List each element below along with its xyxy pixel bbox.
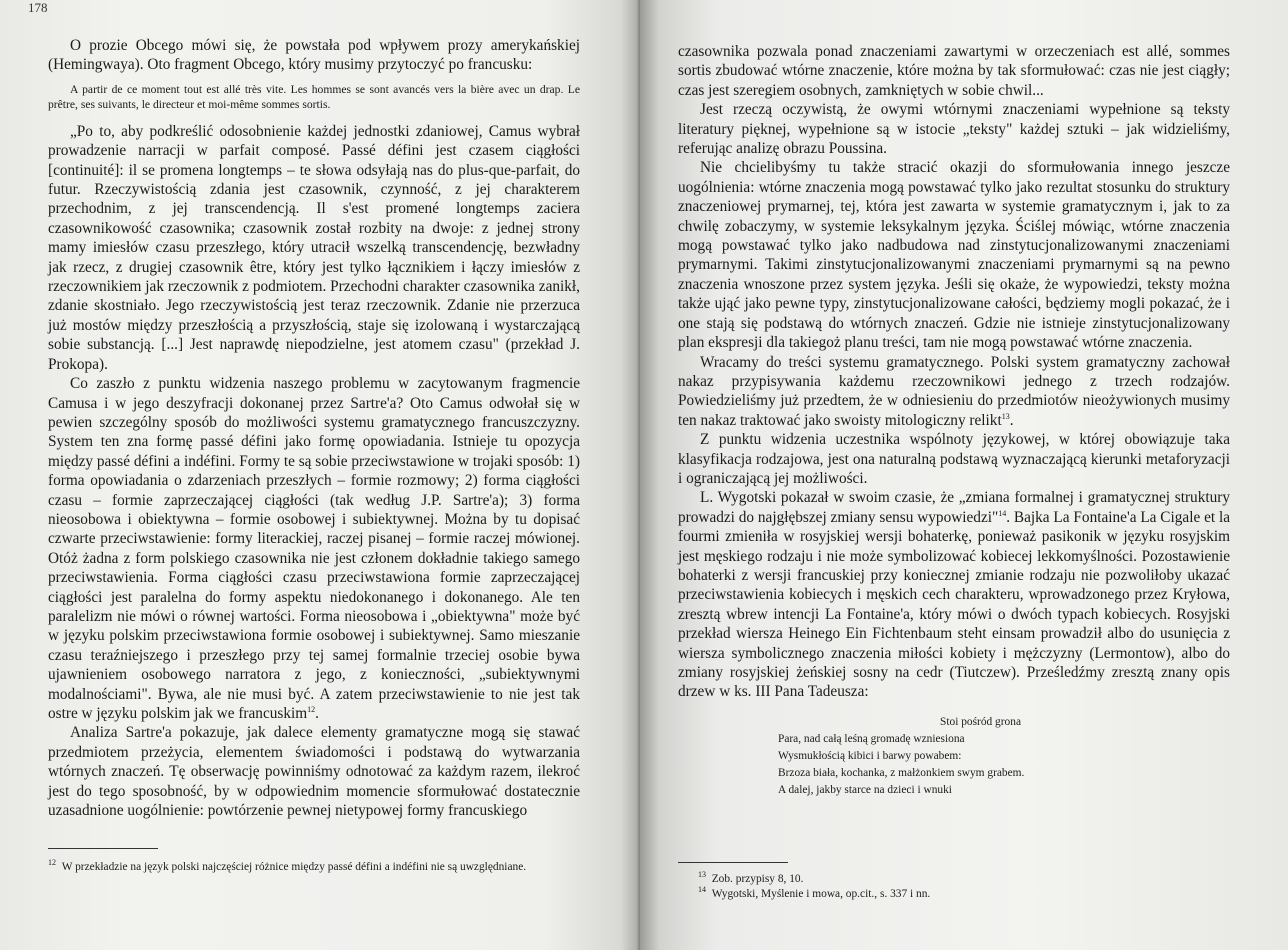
footnote-ref: 13 — [1001, 411, 1010, 421]
paragraph-generalization: Nie chcielibyśmy tu także stracić okazji do sformułowania innego jeszcze uogólnienia: wtórne znaczenia mogą powstawać tylko jako rezultat stosunku do struktury znaczeniowej prymarnej, tej, która jest zawarta w systemie gramatycznym i, jak to za chwilę zobaczymy, w systemie leksykalnym języka. Ściślej mówiąc, wtórne znaczenia mogą powstawać tylko jako nadbudowa nad zinstytucjonalizowanymi znaczeniami prymarnymi. Takimi zinstytucjonalizowanymi znaczeniami prymarnymi są na pewno znaczenia wnoszone przez system języka. Jeśli się okaże, że wypowiedzi, teksty można także ująć jako pewne typy, zinstytucjonalizowane całości, będziemy mogli pokazać, że i one stają się podstawą do wtórnych znaczeń. Gdzie nie istnieje zinstytucjonalizowany plan ekspresji dla takiegoż planu treści, tam nie mogą powstawać wtórne znaczenia. — [678, 159, 1230, 352]
footnote-text: W przekładzie na język polski najczęściej różnice między passé défini a indéfini nie są uwzględniane. — [61, 861, 527, 873]
paragraph-analysis: Co zaszło z punktu widzenia naszego problemu w zacytowanym fragmencie Camusa i w jego deszyfracji dokonanej przez Sartre'a? Oto Camus odwołał się w pewien szczególny sposób do możliwości systemu gramatycznego francuszczyzny. System ten zna formę passé défini jako formę opowiadania. Istnieje tu opozycja między passé défini a indéfini. Formy te są sobie przeciwstawione w trojaki sposób: 1) forma opowiadania o zdarzeniach przeszłych – formie rozmowy; 2) forma ciągłości czasu – formie zaprzeczającej ciągłości (tak według J.P. Sartre'a); 3) forma nieosobowa i obiektywna – formie osobowej i subiektywnej. Można by tu dopisać czwarte przeciwstawienie: formy literackiej, raczej pisanej – formie raczej mówionej. Otóż żadna z form polskiego czasownika nie jest członem dokładnie takiego samego przeciwstawienia. Forma ciągłości czasu przeciwstawiona formie zaprzeczającej ciągłości jest paralelna do formy aspektu niedokonanego i dokonanego. Ale ten paralelizm nie mówi o równej wartości. Forma nieosobowa i „obiektywna" może być w języku polskim przeciwstawiona formie osobowej i subiektywnej. Samo mieszanie czasu teraźniejszego i przeszłego przy tej samej formalnie trzeciej osobie bywa ujawnieniem osobowego narratora z jego, z konieczności, „subiektywnymi modalnościami". Bywa, ale nie musi być. A zatem przeciwstawienie to nie jest tak ostre w języku polskim jak we francuskim$^{12}$. — [48, 375, 580, 722]
paragraph-wygotski — [678, 488, 1230, 701]
paragraph-conclusion: Analiza Sartre'a pokazuje, jak dalece elementy gramatyczne mogą się stawać przedmiotem przeżycia, elementem świadomości i podstawą do wytwarzania wtórnych znaczeń. Tę obserwację powinniśmy odnotować za każdym razem, ilekroć jest do tego sposobność, by w odpowiednim momencie sformułować dostatecznie uzasadnione uogólnienie: powtórzenie pewnej nietypowej formy francuskiego — [48, 724, 580, 820]
poem-line: Stoi pośród grona — [940, 715, 1021, 728]
footnote-ref: 12 — [307, 704, 316, 714]
paragraph-classification: Z punktu widzenia uczestnika wspólnoty językowej, w której obowiązuje taka klasyfikacja rodzajowa, jest ona naturalną podstawą wyznaczającą kierunki metaforyzacji i ograniczającą jej możliwości. — [678, 431, 1230, 487]
intro-text: O prozie Obcego mówi się, że powstała pod wpływem prozy amerykańskiej (Hemingwaya). Oto fragment Obcego, który musimy przytoczyć po francusku: — [48, 37, 580, 74]
footnote-separator — [678, 862, 788, 863]
page-number: 178 — [28, 0, 48, 15]
paragraph-continued: czasownika pozwala ponad znaczeniami zawartymi w orzeczeniach est allé, sommes sortis zbudować wtórne znaczenie, które można by tak sformułować: czas nie jest ciągły; czas jest szeregiem osobnych, zamkniętych w sobie chwil... — [678, 43, 1230, 99]
footnote-text: Wygotski, Myślenie i mowa, op.cit., s. 337 i nn. — [711, 888, 931, 900]
footnote-separator — [48, 848, 158, 849]
footnote — [48, 860, 580, 875]
quote-text: A partir de ce moment tout est allé très vite. Les hommes se sont avancés vers la bière avec un drap. Le prêtre, ses suivants, le directeur et moi-même sommes sortis. — [48, 82, 580, 112]
paragraph-grammar-text: Wracamy do treści systemu gramatycznego. Polski system gramatyczny zachował nakaz przypisywania każdemu rzeczownikowi jednego z trzech rodzajów. Powiedzieliśmy już przedtem, że w odniesieniu do przedmiotów nieożywionych musimy ten nakaz traktować jako swoisty mitologiczny relikt — [678, 353, 1230, 429]
paragraph-sartre-quote: „Po to, aby podkreślić odosobnienie każdej jednostki zdaniowej, Camus wybrał prowadzenie narracji w parfait composé. Passé défini jest czasem ciągłości [continuité]: il se promena longtemps – te słowa odsyłają nas do plus-que-parfait, do futur. Rzeczywistością zdania jest czasownik, czynność, z jej charakterem przechodnim, z jej transcendencją. Il s'est promené longtemps zaciera czasownikowość czasownika; czasownik został rozbity na dwoje: z jednej strony mamy imiesłów czasu przeszłego, który utracił wszelką transcendencję, bezwładny jak rzecz, z drugiej czasownik être, który jest tylko łącznikiem i łączy imiesłów z rzeczownikiem jak rzeczownik z podmiotem. Przechodni charakter czasownika zanikł, zdanie skostniało. Jego rzeczywistością jest teraz rzeczownik. Zdanie nie przerzuca już mostów między przeszłością a przyszłością, staje się izolowaną i wystarczającą sobie substancją. [...] Jest naprawdę niepodzielne, jest atomem czasu" (przekład J. Prokopa). — [48, 122, 580, 373]
poem-quote — [778, 714, 1230, 799]
paragraph-wygotski-rest: . Bajka La Fontaine'a La Cigale et la fourmi zmieniła w rosyjskiej wersji bohaterkę, ponieważ pasikonik w języku rosyjskim jest męskiego rodzaju i nie może symbolizować kobiecej lekkomyślności. Pozostawienie bohaterki z wersji francuskiej przy koniecznej zmianie rodzaju nie pozwoliłoby ukazać przeciwstawienia kobiecych i męskich cech charakteru, wprowadzonego przez Kryłowa, zresztą wbrew intencji La Fontaine'a, który mówi o dwóch typach kobiecych. Rosyjski przekład wiersza Heinego Ein Fichtenbaum steht einsam prowadził albo do usunięcia z wiersza symbolicznego znaczenia miłości kobiety i mężczyzny (Lermontow), albo do zmiany rosyjskiej żeńskiej sosny na cedr (Tiutczew). Prześledźmy zresztą znany opis drzew w ks. III Pana Tadeusza: — [678, 508, 1230, 701]
paragraph-analysis-text: Co zaszło z punktu widzenia naszego problemu w zacytowanym fragmencie Camusa i w jego deszyfracji dokonanej przez Sartre'a? Oto Camus odwołał się w pewien szczególny sposób do możliwości systemu gramatycznego francuszczyzny. System ten zna formę passé défini jako formę opowiadania. Istnieje tu opozycja między passé défini a indéfini. Formy te są sobie przeciwstawione w trojaki sposób: 1) forma opowiadania o zdarzeniach przeszłych – formie rozmowy; 2) forma ciągłości czasu – formie zaprzeczającej ciągłości (tak według J.P. Sartre'a); 3) forma nieosobowa i obiektywna – formie osobowej i subiektywnej. Można by tu dopisać czwarte przeciwstawienie: formy literackiej, raczej pisanej – formie raczej mówionej. Otóż żadna z form polskiego czasownika nie jest członem dokładnie takiego samego przeciwstawienia. Forma ciągłości czasu przeciwstawiona formie zaprzeczającej ciągłości jest paralelna do formy aspektu niedokonanego i dokonanego. Ale ten paralelizm nie mówi o równej wartości. Forma nieosobowa i „obiektywna" może być w języku polskim przeciwstawiona formie osobowej i subiektywnej. Samo mieszanie czasu teraźniejszego i przeszłego przy tej samej formalnie trzeciej osobie bywa ujawnieniem osobowego narratora z jego, z konieczności, „subiektywnymi modalnościami". Bywa, ale nie musi być. A zatem przeciwstawienie to nie jest tak ostre w języku polskim jak we francuskim — [48, 375, 580, 722]
paragraph-secondary-meanings: Jest rzeczą oczywistą, że owymi wtórnymi znaczeniami wypełnione są teksty literatury pięknej, wypełnione są w istocie „teksty" każdej sztuki – jak widzieliśmy, referując analizę obrazu Poussina. — [678, 101, 1230, 158]
poem-line: Wysmukłością kibici i barwy powabem: — [778, 749, 962, 762]
footnote-number: 14 — [698, 885, 706, 895]
poem-line: Para, nad całą leśną gromadę wzniesiona — [778, 732, 965, 745]
paragraph-grammar: Wracamy do treści systemu gramatycznego. Polski system gramatyczny zachował nakaz przypisywania każdemu rzeczownikowi jednego z trzech rodzajów. Powiedzieliśmy już przedtem, że w odniesieniu do przedmiotów nieożywionych musimy ten nakaz traktować jako swoisty mitologiczny relikt$^{13}$. — [678, 353, 1230, 429]
paragraph-intro — [48, 36, 580, 75]
footnote-number: 12 — [48, 858, 56, 868]
poem-line: A dalej, jakby starce na dzieci i wnuki — [778, 783, 952, 796]
left-footnotes — [48, 860, 580, 875]
footnote-number: 13 — [698, 870, 706, 880]
paragraph-wygotski-text: L. Wygotski pokazał w swoim czasie, że „zmiana formalnej i gramatycznej struktury prowadzi do najgłębszej zmiany sensu wypowiedzi" — [678, 489, 1230, 526]
footnote-ref: 14 — [998, 508, 1007, 518]
french-quote — [48, 82, 580, 113]
left-body — [48, 36, 580, 820]
poem-line: Brzoza biała, kochanka, z małżonkiem swym grabem. — [778, 766, 1025, 779]
footnote-text: Zob. przypisy 8, 10. — [711, 873, 804, 885]
right-page — [640, 0, 1288, 950]
right-footnotes — [698, 872, 1218, 902]
footnote — [698, 887, 1218, 902]
left-page — [0, 0, 640, 950]
right-body — [678, 42, 1230, 702]
footnote — [698, 872, 1218, 887]
